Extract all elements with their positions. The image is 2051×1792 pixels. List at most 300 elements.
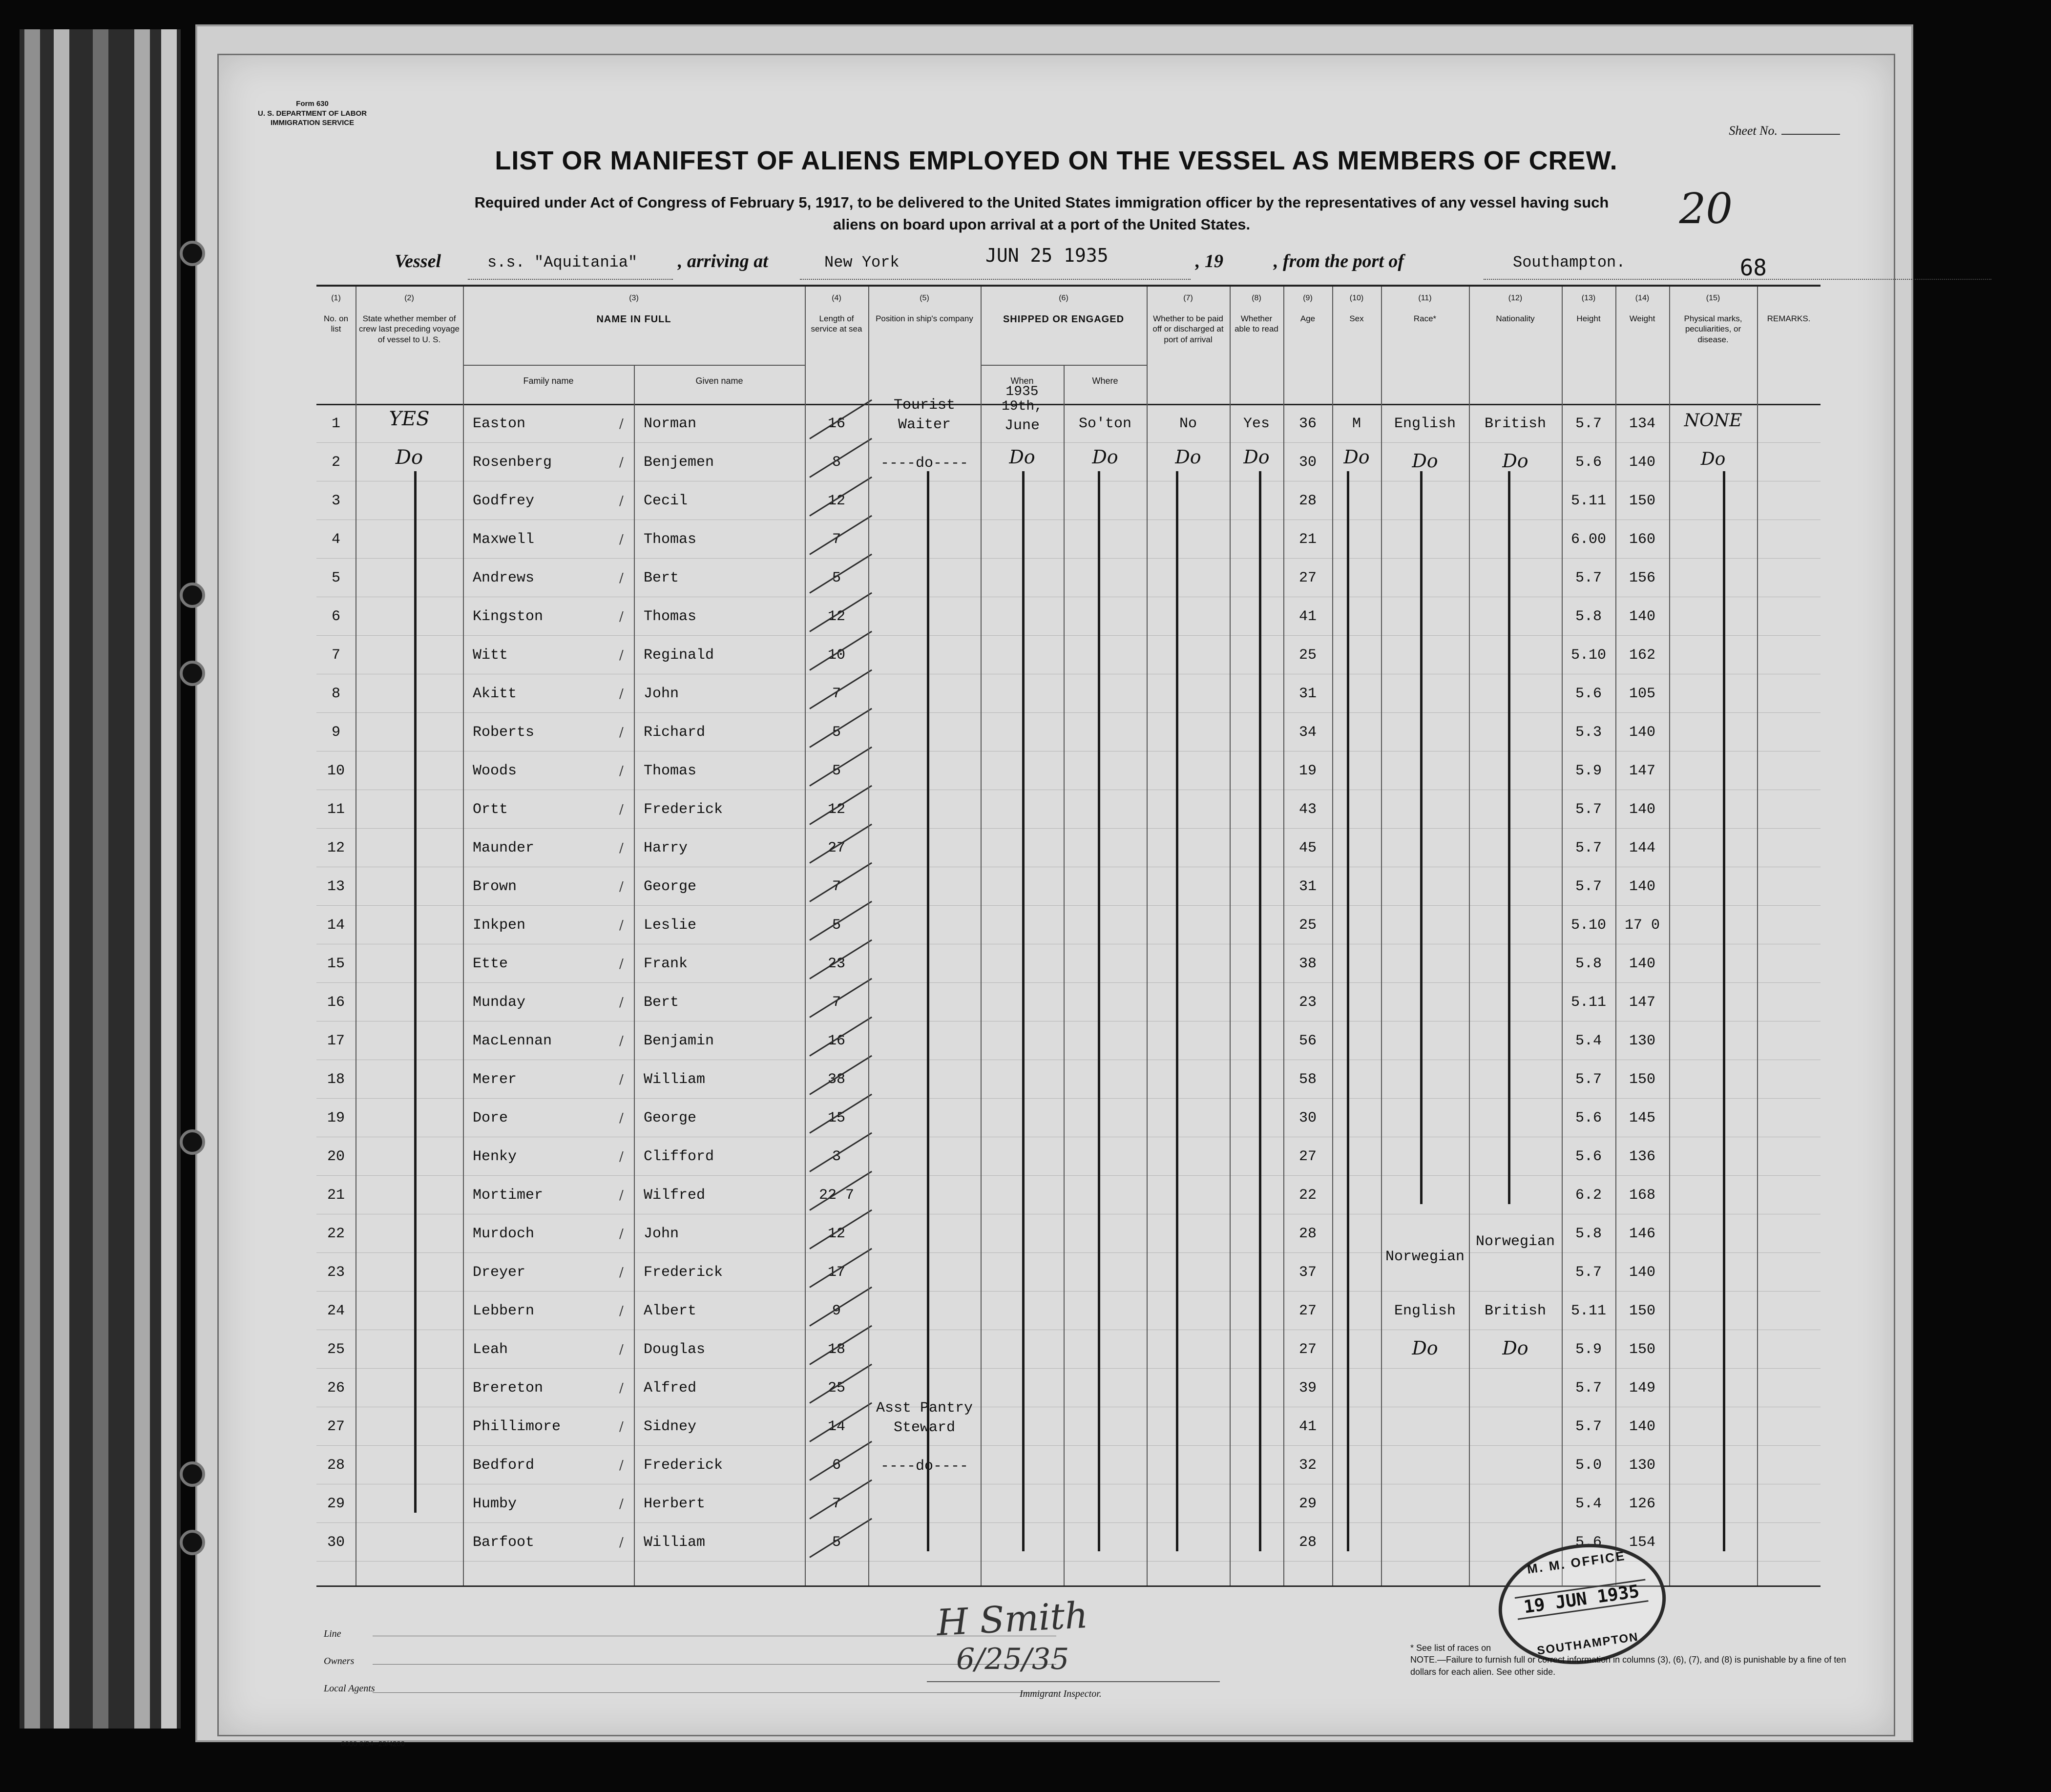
print-code: 6000 6/34--29/4200 [341,1740,405,1748]
manifest-page [217,54,1895,1748]
given-name: Benjemen [644,454,714,471]
check-tick: / [619,1188,624,1203]
inspector-label: Immigrant Inspector. [1020,1688,1102,1699]
age: 45 [1298,840,1317,856]
table-row [316,1214,1821,1253]
family-name: Inkpen [473,917,526,934]
weight: 140 [1629,878,1655,895]
check-tick: / [619,879,624,894]
weight: 150 [1629,493,1655,509]
ditto-stroke [1420,471,1423,1204]
physical-marks: NONE [1684,411,1742,431]
given-name: Frederick [644,801,723,818]
family-name: Roberts [473,724,535,741]
check-tick: / [619,1111,624,1125]
row-number: 19 [327,1110,345,1126]
length-of-service: 14 [827,1418,845,1435]
agents-field-line [373,1692,1056,1693]
column-label-c3: NAME IN FULL [596,314,671,325]
when-header: When [1010,376,1034,386]
age: 27 [1298,570,1317,586]
length-of-service: 7 [832,878,841,895]
page-title: LIST OR MANIFEST OF ALIENS EMPLOYED ON THE VESSEL AS MEMBERS OF CREW. [495,146,1618,175]
sheet-number [1729,124,1840,138]
height: 5.7 [1575,1418,1602,1435]
owners-label: Owners [324,1656,355,1667]
age: 27 [1298,1303,1317,1319]
age: 38 [1298,956,1317,972]
table-row [316,944,1821,983]
punch-hole [180,241,205,266]
weight: 130 [1629,1033,1655,1049]
table-row [316,384,1821,443]
footer-fields [324,1620,375,1702]
length-of-service: 5 [832,763,841,779]
table-row [316,1060,1821,1099]
weight: 105 [1629,686,1655,702]
given-name: John [644,1226,679,1242]
nationality: Do [1502,1337,1528,1359]
race: Do [1412,450,1438,472]
column-label-c14: Weight [1629,314,1655,323]
age: 58 [1298,1071,1317,1088]
length-of-service: 16 [827,1033,845,1049]
form-number: Form 630 [296,100,329,108]
given-name: John [644,686,679,702]
ditto-stroke [1347,471,1349,1551]
row-number: 5 [331,570,340,586]
given-name: Thomas [644,531,697,548]
service-name: IMMIGRATION SERVICE [270,119,355,127]
family-name: Maunder [473,840,535,856]
length-of-service: 25 [827,1380,845,1396]
arrival-line [800,279,1191,280]
table-row [316,597,1821,636]
table-row [316,1400,1821,1446]
weight: 168 [1629,1187,1655,1204]
binder-strip [54,29,69,1729]
check-tick: / [619,1458,624,1473]
column-rule [805,287,806,1585]
age: 37 [1298,1264,1317,1281]
page-subtitle [375,192,1708,236]
age: 30 [1298,1110,1317,1126]
name-split-rule [634,365,635,1585]
shipped-when: Do [1009,446,1035,468]
given-name: Reginald [644,647,714,664]
length-of-service: 6 [832,1457,841,1474]
row-number: 7 [331,647,340,664]
row-number: 22 [327,1226,345,1242]
family-name: Andrews [473,570,535,586]
ditto-stroke [1098,471,1100,1551]
table-row [316,790,1821,829]
column-number-c5: (5) [920,294,929,302]
table-row [316,1098,1821,1137]
given-name: Bert [644,570,679,586]
given-name: Alfred [644,1380,697,1396]
age: 41 [1298,608,1317,625]
weight: 160 [1629,531,1655,548]
table-row [316,1484,1821,1523]
header-subrule [981,365,1147,366]
able-to-read: Yes [1243,416,1270,432]
department-name: U. S. DEPARTMENT OF LABOR [258,109,367,118]
weight: 162 [1629,647,1655,664]
row-number: 20 [327,1148,345,1165]
ditto-stroke [1259,471,1261,1551]
table-row [316,751,1821,790]
weight: 154 [1629,1534,1655,1551]
nationality: Do [1502,450,1528,472]
age: 31 [1298,686,1317,702]
check-tick: / [619,918,624,933]
family-name: Ortt [473,801,508,818]
local-agents-label: Local Agents [324,1683,375,1694]
row-number: 6 [331,608,340,625]
family-name: Kingston [473,608,544,625]
ditto-stroke [414,471,417,1513]
table-row [316,1368,1821,1407]
height: 5.8 [1575,608,1602,625]
weight: 130 [1629,1457,1655,1474]
column-number-c3: (3) [629,294,639,302]
position: ----do---- [880,455,969,472]
race: English [1394,1303,1456,1319]
given-name: Thomas [644,608,697,625]
column-number-c10: (10) [1349,294,1364,302]
column-label-c12: Nationality [1496,314,1535,323]
weight: 156 [1629,570,1655,586]
length-of-service: 7 [832,994,841,1011]
column-number-c4: (4) [832,294,841,302]
height: 5.7 [1575,1264,1602,1281]
family-name: Akitt [473,686,517,702]
binder-edge [20,29,181,1729]
weight: 126 [1629,1496,1655,1512]
column-number-c15: (15) [1706,294,1720,302]
height: 5.3 [1575,724,1602,741]
table-row [316,712,1821,751]
family-name: Easton [473,416,526,432]
column-label-c6: SHIPPED OR ENGAGED [1003,314,1125,325]
family-name: Henky [473,1148,517,1165]
vessel-name: s.s. "Aquitania" [487,253,638,271]
length-of-service: 12 [827,801,845,818]
height: 5.10 [1570,647,1606,664]
row-number: 27 [327,1418,345,1435]
check-tick: / [619,1342,624,1357]
column-label-c2: State whether member of crew last preceding voyage of vessel to U. S. [358,314,460,344]
given-name: George [644,878,697,895]
family-name: Humby [473,1496,517,1512]
family-name-header: Family name [523,376,574,386]
height: 5.7 [1575,1071,1602,1088]
family-name: Brown [473,878,517,895]
weight: 150 [1629,1341,1655,1358]
table-row [316,442,1821,481]
table-row [316,867,1821,906]
weight: 140 [1629,1264,1655,1281]
check-tick: / [619,725,624,740]
age: 27 [1298,1148,1317,1165]
height: 5.8 [1575,956,1602,972]
ditto-stroke [1508,471,1510,1204]
row-number: 10 [327,763,345,779]
family-name: Leah [473,1341,508,1358]
length-of-service: 12 [827,493,845,509]
nationality-note: Norwegian [1475,1233,1555,1250]
check-tick: / [619,1381,624,1396]
punch-hole [180,583,205,608]
height: 5.7 [1575,801,1602,818]
port-line [1484,279,1991,280]
height: 6.00 [1570,531,1606,548]
column-label-c10: Sex [1349,314,1364,323]
family-name: Phillimore [473,1418,561,1435]
paid-off: No [1179,416,1197,432]
sex: M [1352,416,1361,432]
length-of-service: 5 [832,570,841,586]
column-number-c13: (13) [1581,294,1596,302]
weight: 149 [1629,1380,1655,1396]
column-label-c5: Position in ship's company [876,314,973,323]
where-header: Where [1092,376,1118,386]
row-number: 16 [327,994,345,1011]
given-name: Herbert [644,1496,706,1512]
length-of-service: 10 [827,647,845,664]
height: 5.7 [1575,416,1602,432]
check-tick: / [619,841,624,855]
given-name: Sidney [644,1418,697,1435]
table-row [316,674,1821,713]
column-number-c9: (9) [1303,294,1313,302]
column-rule [1757,287,1758,1585]
inspector-line [927,1681,1220,1682]
row-number: 14 [327,917,345,934]
row-number: 26 [327,1380,345,1396]
table-row [316,558,1821,597]
height: 5.6 [1575,686,1602,702]
from-port: Southampton. [1513,253,1626,271]
weight: 17 0 [1624,917,1660,934]
column-label-c7: Whether to be paid off or discharged at port of arrival [1152,314,1224,344]
weight: 140 [1629,454,1655,471]
row-number: 30 [327,1534,345,1551]
age: 31 [1298,878,1317,895]
race: English [1394,416,1456,432]
penalty-note: NOTE.—Failure to furnish full or correct information in columns (3), (6), (7), and (8) is punishable by a fine of ten dollars for each alien. See other side. [1410,1655,1846,1677]
family-name: Dreyer [473,1264,526,1281]
given-name: Clifford [644,1148,714,1165]
ditto-stroke [927,471,929,1436]
row-number: 2 [331,454,340,471]
given-name: Benjamin [644,1033,714,1049]
shipped-where: Do [1092,446,1118,468]
check-tick: / [619,648,624,663]
table-row [316,1445,1821,1484]
vessel-name-line [468,279,673,280]
stamp-bottom-text: SOUTHAMPTON [1536,1630,1640,1658]
table-row [316,635,1821,674]
length-of-service: 16 [827,416,845,432]
race-footnote: * See list of races on [1410,1643,1491,1653]
previous-voyage: YES [389,408,430,430]
family-name: Barfoot [473,1534,535,1551]
table-row [316,1137,1821,1176]
family-name: Woods [473,763,517,779]
stamp-top-text: M. M. OFFICE [1526,1548,1627,1577]
punch-hole [180,1129,205,1155]
given-name: Frank [644,956,688,972]
check-tick: / [619,1419,624,1434]
position-top: Tourist [893,397,956,414]
row-number: 17 [327,1033,345,1049]
age: 28 [1298,1534,1317,1551]
check-tick: / [619,1497,624,1511]
table-row [316,982,1821,1021]
row-number: 21 [327,1187,345,1204]
family-name: Lebbern [473,1303,535,1319]
length-of-service: 38 [827,1071,845,1088]
subtitle-line-1: Required under Act of Congress of February 5, 1917, to be delivered to the United States immigration officer by the representatives of any vessel having such [474,194,1609,211]
column-rule [1615,287,1616,1585]
table-row [316,1330,1821,1369]
age: 34 [1298,724,1317,741]
given-name: William [644,1534,706,1551]
height: 5.4 [1575,1496,1602,1512]
length-of-service: 9 [832,1303,841,1319]
shipped-year: 1935 [1005,384,1039,399]
check-tick: / [619,417,624,431]
position: ----do---- [880,1458,969,1475]
table-row [316,1249,1821,1292]
ditto-stroke [927,1436,929,1551]
column-rule [868,287,869,1585]
table-row [316,1291,1821,1330]
column-label-c13: Height [1576,314,1601,323]
binder-strip [24,29,40,1729]
race: Norwegian [1385,1249,1465,1265]
column-rule [1230,287,1231,1585]
given-name: Richard [644,724,706,741]
column-rule [1283,287,1284,1585]
weight: 150 [1629,1303,1655,1319]
position: Waiter [898,417,951,433]
column-label-c4: Length of service at sea [811,314,862,334]
sheet-number-line [1781,134,1840,135]
length-of-service: 23 [827,956,845,972]
column-number-c12: (12) [1508,294,1523,302]
check-tick: / [619,687,624,701]
weight: 146 [1629,1226,1655,1242]
age: 22 [1298,1187,1317,1204]
check-tick: / [619,609,624,624]
given-name: Bert [644,994,679,1011]
weight: 145 [1629,1110,1655,1126]
check-tick: / [619,764,624,778]
column-label-c8: Whether able to read [1235,314,1278,334]
check-tick: / [619,1304,624,1318]
table-row [316,520,1821,559]
family-name: Munday [473,994,526,1011]
column-number-c7: (7) [1183,294,1193,302]
column-number-c1: (1) [331,294,341,302]
family-name: Maxwell [473,531,535,548]
sex: Do [1343,446,1370,468]
check-tick: / [619,1535,624,1550]
check-tick: / [619,957,624,971]
punch-hole [180,661,205,686]
ditto-stroke [1176,471,1178,1551]
row-number: 12 [327,840,345,856]
family-name: Brereton [473,1380,544,1396]
inspector-date: 6/25/35 [956,1642,1069,1676]
height: 5.7 [1575,878,1602,895]
age: 30 [1298,454,1317,471]
column-number-c8: (8) [1252,294,1261,302]
length-of-service: 3 [832,1148,841,1165]
column-rule [1469,287,1470,1585]
check-tick: / [619,494,624,508]
column-rule [1381,287,1382,1585]
column-rule [463,287,464,1585]
height: 6.2 [1575,1187,1602,1204]
weight: 140 [1629,956,1655,972]
row-number: 25 [327,1341,345,1358]
table-header [316,287,1821,405]
binder-strip [134,29,150,1729]
height: 5.11 [1570,493,1606,509]
able-to-read: Do [1243,446,1270,468]
family-name: Merer [473,1071,517,1088]
column-number-c11: (11) [1418,294,1432,302]
row-number: 4 [331,531,340,548]
length-of-service: 7 [832,1496,841,1512]
length-of-service: 27 [827,840,845,856]
stamp-date: 19 JUN 1935 [1515,1579,1649,1620]
given-name: Leslie [644,917,697,934]
height: 5.10 [1570,917,1606,934]
age: 28 [1298,1226,1317,1242]
nationality: British [1484,1303,1547,1319]
height: 5.0 [1575,1457,1602,1474]
row-number: 3 [331,493,340,509]
age: 32 [1298,1457,1317,1474]
line-label: Line [324,1628,341,1639]
arriving-port: New York [824,253,900,271]
length-of-service: 12 [827,608,845,625]
table-row [316,481,1821,520]
weight: 140 [1629,1418,1655,1435]
age: 39 [1298,1380,1317,1396]
row-number: 8 [331,686,340,702]
check-tick: / [619,1227,624,1241]
row-number: 29 [327,1496,345,1512]
given-name: Cecil [644,493,688,509]
family-name: Murdoch [473,1226,535,1242]
column-number-c6: (6) [1059,294,1068,302]
family-name: Dore [473,1110,508,1126]
given-name: Frederick [644,1264,723,1281]
given-name: Norman [644,416,697,432]
family-name: Ette [473,956,508,972]
physical-marks: Do [1700,449,1726,469]
nationality: British [1484,416,1547,432]
arriving-label: , arriving at [678,251,768,271]
given-name: Douglas [644,1341,706,1358]
height: 5.4 [1575,1033,1602,1049]
